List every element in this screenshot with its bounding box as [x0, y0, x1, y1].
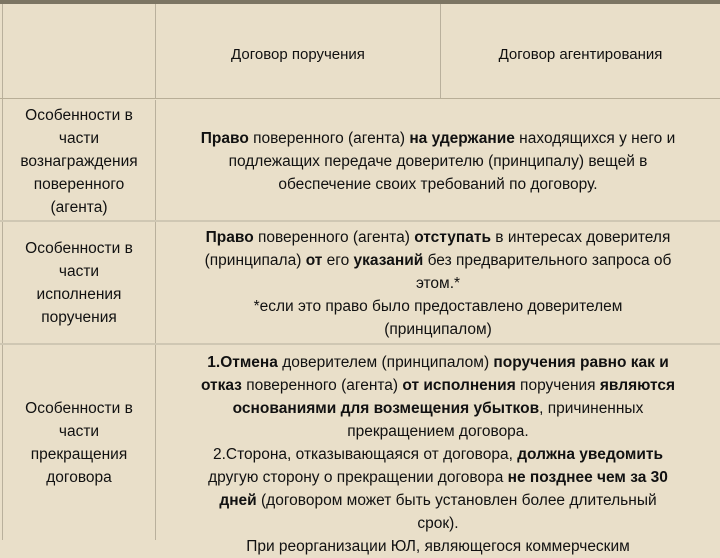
row-label-line: поверенного	[33, 175, 125, 193]
row-label-text	[25, 237, 133, 329]
header-cell-mandate	[156, 40, 440, 70]
row-label-line: части	[58, 129, 100, 147]
row-label-execution	[3, 222, 155, 343]
row-content-execution	[156, 225, 720, 341]
comparison-table	[0, 4, 720, 555]
row-label-line: Особенности в	[25, 239, 133, 257]
header-cell-agency	[441, 40, 720, 70]
header-mandate-label: Договор поручения	[231, 46, 365, 63]
row-label-remuneration	[3, 102, 155, 220]
row-label-termination	[3, 345, 155, 540]
row-label-line: Особенности в	[25, 399, 133, 417]
row-label-line: Особенности в	[25, 106, 133, 124]
row-content-text: Право поверенного (агента) отступать в интересах доверителя (принципала) от его указаний без предварительного запроса об этом.* *если это право было предоставлено доверителем (принципалом)	[204, 228, 672, 338]
header-agency-label: Договор агентирования	[498, 46, 663, 63]
row-content-remuneration	[156, 126, 720, 196]
row-label-text	[20, 104, 137, 219]
row-label-line: вознаграждения	[20, 152, 138, 170]
row-label-line: части	[58, 422, 100, 440]
row-label-line: части	[58, 262, 100, 280]
row-content-text: 1.Отмена доверителем (принципалом) поручения равно как и отказ поверенного (агента) от исполнения поручения являются основаниями для возмещения убытков, причиненных прекращением договора. 2.Сторона, отказывающаяся от договора, должна уведомить другую сторону о прекращении договора не позднее чем за 30 дней (договором может быть установлен более длительный срок). При реорганизации ЮЛ, являющегося коммерческим	[200, 354, 676, 555]
row-label-line: исполнения	[36, 285, 122, 303]
row-content-termination	[156, 351, 720, 555]
row-label-text	[25, 397, 133, 489]
row-content-text: Право поверенного (агента) на удержание находящихся у него и подлежащих передаче доверителю (принципалу) вещей в обеспечение своих требований по договору.	[200, 129, 676, 193]
row-label-line: (агента)	[50, 198, 108, 216]
row-label-line: поручения	[41, 308, 117, 326]
row-label-line: договора	[46, 468, 112, 486]
header-row-border	[0, 98, 720, 99]
row-label-line: прекращения	[30, 445, 128, 463]
